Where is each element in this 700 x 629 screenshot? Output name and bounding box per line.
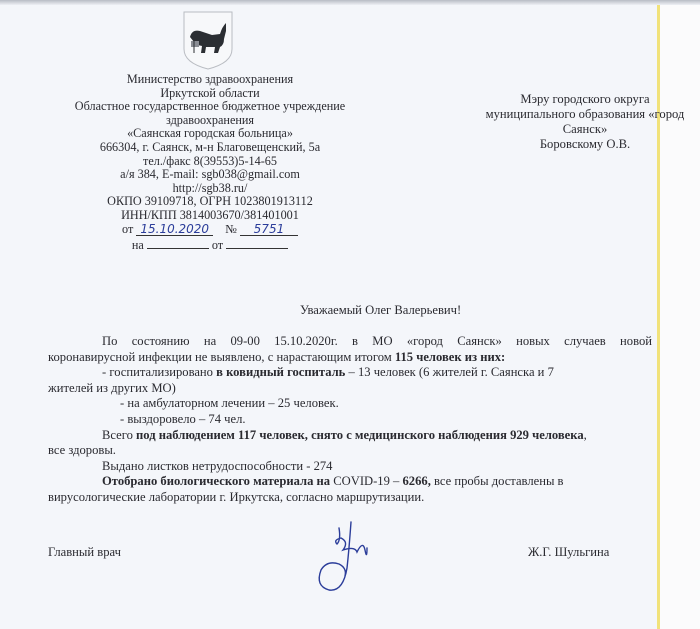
text: коронавирусной инфекции не выявлено, с нарастающим итогом bbox=[48, 349, 395, 364]
text: , bbox=[583, 427, 587, 442]
sender-line: тел./факс 8(39553)5-14-65 bbox=[143, 153, 277, 168]
handwritten-signature bbox=[315, 520, 395, 600]
recipient-line: Боровскому О.В. bbox=[539, 137, 631, 151]
item-hospitalized bbox=[48, 365, 652, 381]
recipient-block bbox=[470, 92, 700, 152]
text: – 13 человек (6 жителей г. Саянска и 7 bbox=[345, 365, 554, 380]
sender-line: а/я 384, E-mail: sgb038@gmail.com bbox=[120, 167, 300, 182]
paragraph-observation-cont: все здоровы. bbox=[48, 443, 116, 458]
paragraph-sick-leave: Выдано листков нетрудоспособности - 274 bbox=[102, 458, 333, 473]
text: Всего bbox=[102, 427, 137, 442]
sender-block bbox=[60, 73, 360, 253]
recipient-line: муниципального образования «город bbox=[485, 107, 685, 121]
letter-body bbox=[48, 334, 652, 506]
sender-line: Министерство здравоохранения bbox=[126, 72, 294, 86]
samples-label: Отобрано биологического материала на bbox=[102, 474, 331, 489]
paragraph-samples-cont: вирусологические лаборатории г. Иркутска, согласно маршрутизации. bbox=[48, 489, 425, 504]
sender-line: 666304, г. Саянск, м-н Благовещенский, 5а bbox=[99, 139, 321, 154]
sender-line: http://sgb38.ru/ bbox=[172, 180, 248, 195]
greeting: Уважаемый Олег Валерьевич! bbox=[300, 303, 462, 317]
ref-from-blank bbox=[226, 238, 288, 249]
sender-line: ИНН/КПП 3814003670/381401001 bbox=[121, 207, 299, 222]
signatory-name: Ж.Г. Шульгина bbox=[528, 545, 610, 559]
date-value: 15.10.2020 bbox=[136, 223, 213, 236]
text: все пробы доставлены в bbox=[430, 474, 564, 489]
ref-blank bbox=[147, 238, 209, 249]
samples-count: 6266, bbox=[402, 474, 431, 489]
text: - госпитализировано bbox=[102, 365, 217, 380]
reference-line bbox=[60, 238, 360, 253]
paragraph-status: По состоянию на 09-00 15.10.2020г. в МО «город Саянск» новых случаев новой bbox=[102, 334, 652, 348]
irkutsk-coat-of-arms-icon bbox=[180, 9, 236, 71]
sender-line: Областное государственное бюджетное учреждение bbox=[74, 99, 346, 114]
recipient-line: Саянск» bbox=[562, 122, 608, 136]
total-cases: 115 человек из них: bbox=[394, 349, 506, 364]
date-number-line bbox=[60, 223, 360, 237]
paragraph-observation bbox=[48, 428, 652, 444]
sender-line: Иркутской области bbox=[160, 85, 260, 100]
ref-label: на bbox=[131, 238, 144, 253]
date-label: от bbox=[122, 221, 134, 236]
paragraph-samples bbox=[48, 474, 652, 490]
recipient-line: Мэру городского округа bbox=[520, 92, 650, 106]
text: COVID-19 – bbox=[330, 474, 403, 489]
item-outpatient: - на амбулаторном лечении – 25 человек. bbox=[120, 396, 339, 411]
number-value: 5751 bbox=[240, 223, 298, 236]
paragraph-status-cont bbox=[48, 350, 652, 366]
sender-line: «Саянская городская больница» bbox=[127, 126, 293, 141]
ref-from-label: от bbox=[211, 238, 224, 253]
item-recovered: - выздоровело – 74 чел. bbox=[120, 411, 246, 426]
item-hospitalized-cont: жителей из других МО) bbox=[48, 380, 176, 395]
hospital-label: в ковидный госпиталь bbox=[216, 365, 346, 380]
sender-line: ОКПО 39109718, ОГРН 1023801913112 bbox=[107, 194, 313, 209]
number-label: № bbox=[225, 221, 237, 236]
observation-stats: под наблюдением 117 человек, снято с медицинского наблюдения 929 человека bbox=[136, 427, 584, 442]
signatory-title: Главный врач bbox=[48, 545, 121, 559]
sender-line: здравоохранения bbox=[165, 112, 255, 127]
